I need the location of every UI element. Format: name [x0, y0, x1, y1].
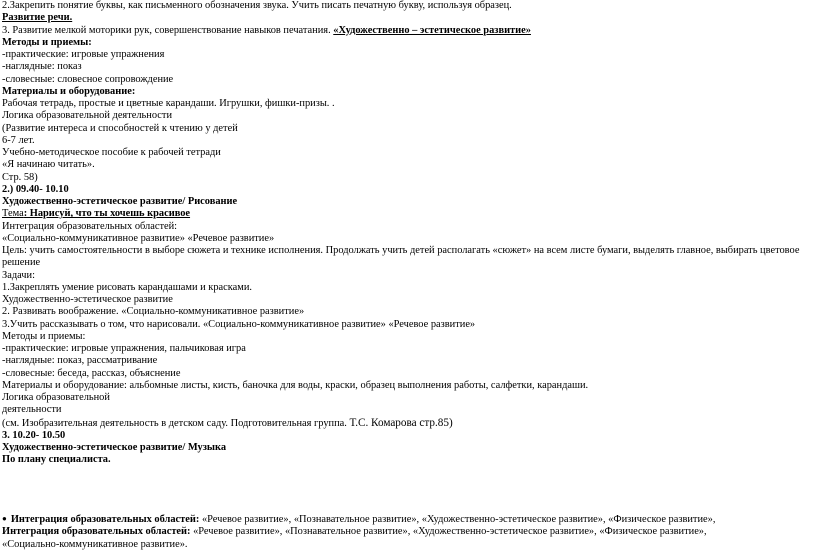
- footer-label-2: Интеграция образовательных областей:: [2, 526, 194, 538]
- materials-list: Рабочая тетрадь, простые и цветные карандаши. Игрушки, фишки-призы. .: [2, 98, 335, 109]
- method-practical-2: -практические: игровые упражнения, пальчиковая игра: [2, 343, 246, 354]
- topic-text: : Нарисуй, что ты хочешь красивое: [23, 208, 191, 220]
- tasks-heading: Задачи:: [2, 269, 35, 281]
- footer-list-1: «Речевое развитие», «Познавательное развитие», «Художественно-эстетическое развитие», «Физическое развитие»,: [201, 514, 716, 525]
- integration-heading: Интеграция образовательных областей:: [2, 220, 178, 232]
- logic-line: Логика образовательной деятельности: [2, 110, 173, 122]
- materials-heading: Материалы и оборудование:: [2, 85, 136, 97]
- section-2-topic: [2, 208, 810, 220]
- footer-list-2: «Речевое развитие», «Познавательное развитие», «Художественно-эстетическое развитие», «Физическое развитие»,: [193, 526, 707, 538]
- goal-text: Цель: учить самостоятельности в выборе сюжета и технике исполнения. Продолжать учить детей располагать «сюжет» на всем листе бумаги, выделять главное, выбирать цветовое решение: [2, 245, 800, 269]
- footer-line-3: «Социально-коммуникативное развитие».: [2, 538, 188, 550]
- topic-label: Тема: [2, 208, 24, 220]
- section-3-plan: По плану специалиста.: [2, 454, 111, 466]
- reference-author: Т.С. Комарова стр.85): [349, 416, 453, 429]
- logic-line-2a: Логика образовательной: [2, 392, 110, 403]
- task-1-area: Художественно-эстетическое развитие: [2, 294, 173, 305]
- reference-line-3: Учебно-методическое пособие к рабочей тетради: [2, 147, 221, 158]
- method-visual: -наглядные: показ: [2, 61, 82, 73]
- task-2: 2. Развивать воображение. «Социально-коммуникативное развитие»: [2, 306, 305, 318]
- footer-line-1: [2, 514, 814, 526]
- methods-heading: Методы и приемы:: [2, 36, 92, 48]
- bullet-icon: ●: [2, 514, 7, 523]
- art-aesthetic-label: «Художественно – эстетическое развитие»: [333, 24, 531, 36]
- task-1: 1.Закреплять умение рисовать карандашами и красками.: [2, 281, 252, 293]
- section-3-area: Художественно-эстетическое развитие/ Музыка: [2, 442, 227, 453]
- section-2-time: 2.) 09.40- 10.10: [2, 183, 69, 195]
- task-2-line: 2.Закрепить понятие буквы, как письменного обозначения звука. Учить писать печатную букву, используя образец.: [2, 0, 512, 11]
- speech-development-heading: Развитие речи.: [2, 12, 73, 24]
- integration-list: «Социально-коммуникативное развитие» «Речевое развитие»: [2, 232, 275, 244]
- method-visual-2: -наглядные: показ, рассматривание: [2, 355, 158, 367]
- footer-label-1: Интеграция образовательных областей:: [10, 514, 202, 525]
- method-verbal-2: -словесные: беседа, рассказ, объяснение: [2, 367, 181, 379]
- integration-footer: [2, 514, 814, 551]
- reference-line-1: (Развитие интереса и способностей к чтению у детей: [2, 122, 238, 134]
- section-3-time: 3. 10.20- 10.50: [2, 429, 66, 441]
- reference-line-2: 6-7 лет.: [2, 134, 35, 146]
- method-verbal: -словесные: словесное сопровождение: [2, 73, 174, 85]
- reference-book: (см. Изобразительная деятельность в детском саду. Подготовительная группа.: [2, 417, 350, 429]
- section-2-area: Художественно-эстетическое развитие/ Рисование: [2, 196, 238, 207]
- document-body: [2, 0, 810, 467]
- reference-page: Стр. 58): [2, 171, 38, 183]
- materials-line-2: Материалы и оборудование: альбомные листы, кисть, баночка для воды, краски, образец выполнения работы, салфетки, карандаши.: [2, 379, 589, 391]
- logic-line-2b: деятельности: [2, 404, 62, 416]
- task-3: 3.Учить рассказывать о том, что нарисовали. «Социально-коммуникативное развитие» «Речевое развитие»: [2, 318, 476, 330]
- methods-heading-2: Методы и приемы:: [2, 330, 86, 342]
- footer-line-2: [2, 526, 814, 538]
- task-3-line: [2, 25, 810, 37]
- reference-line-s2: [2, 417, 810, 430]
- reference-line-4: «Я начинаю читать».: [2, 159, 95, 171]
- method-practical: -практические: игровые упражнения: [2, 49, 165, 60]
- task-3-text: 3. Развитие мелкой моторики рук, совершенствование навыков печатания.: [2, 24, 334, 36]
